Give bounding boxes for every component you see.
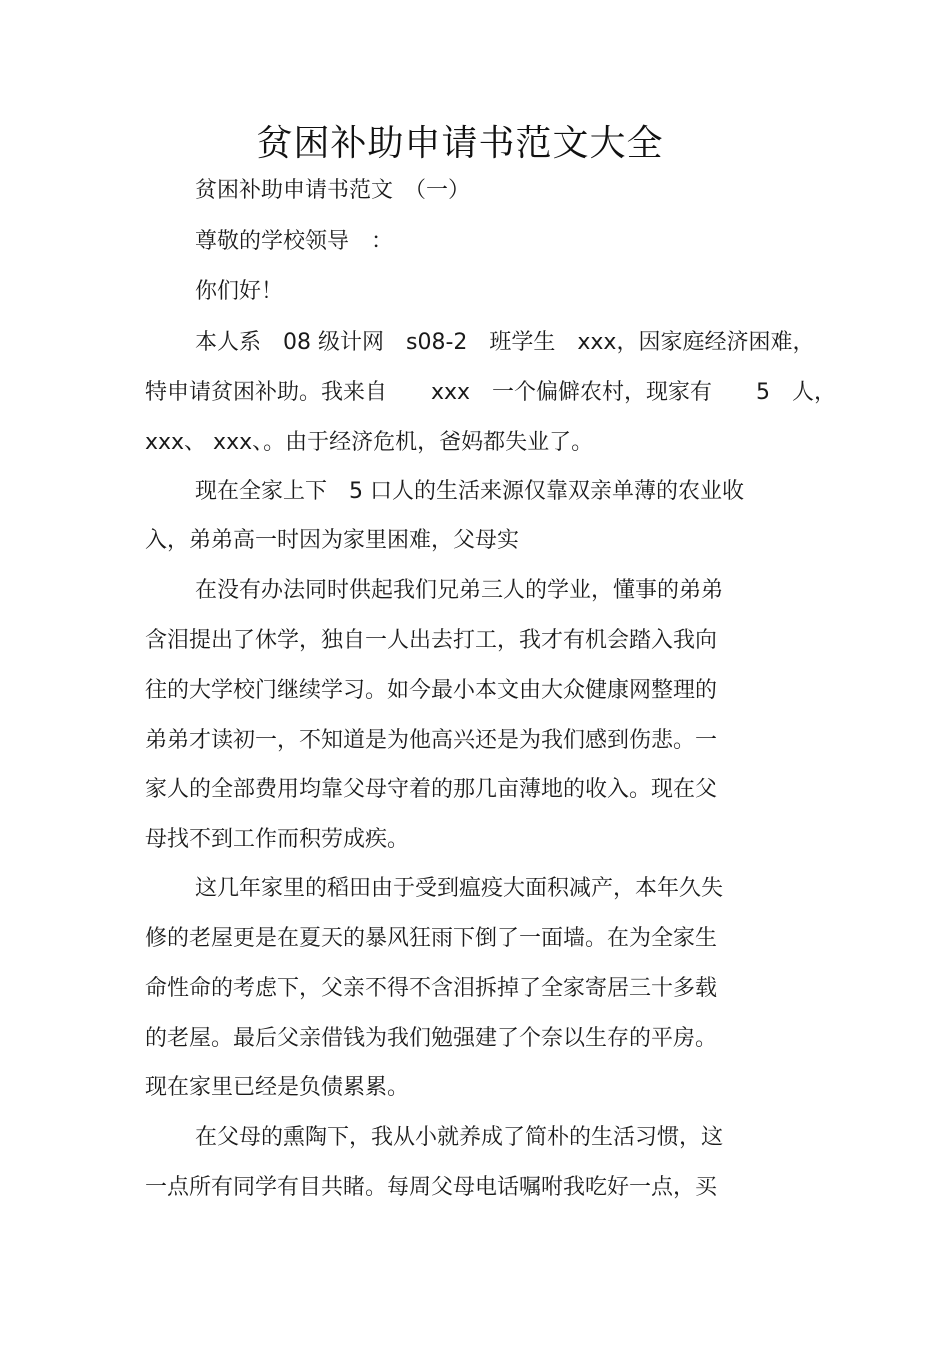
paragraph-line: 入，弟弟高一时因为家里困难，父母实 — [145, 528, 520, 553]
paragraph-line: 特申请贫困补助。我来自 xxx 一个偏僻农村，现家有 5 人， — [145, 380, 837, 405]
paragraph-line: 一点所有同学有目共睹。每周父母电话嘱咐我吃好一点，买 — [145, 1175, 718, 1200]
paragraph-line: 往的大学校门继续学习。如今最小本文由大众健康网整理的 — [145, 678, 718, 703]
paragraph-line: 母找不到工作而积劳成疾。 — [145, 827, 410, 852]
paragraph-line: 含泪提出了休学，独自一人出去打工，我才有机会踏入我向 — [145, 628, 718, 653]
paragraph-line: 本人系 08 级计网 s08-2 班学生 xxx，因家庭经济困难， — [195, 330, 815, 355]
greeting-line: 你们好！ — [195, 279, 284, 304]
paragraph-line: 现在家里已经是负债累累。 — [145, 1075, 410, 1100]
paragraph-line: 修的老屋更是在夏天的暴风狂雨下倒了一面墙。在为全家生 — [145, 926, 718, 951]
paragraph-line: 弟弟才读初一，不知道是为他高兴还是为我们感到伤悲。一 — [145, 728, 718, 753]
paragraph-line: 现在全家上下 5 口人的生活来源仅靠双亲单薄的农业收 — [195, 479, 744, 504]
paragraph-line: 在父母的熏陶下，我从小就养成了简朴的生活习惯，这 — [195, 1125, 724, 1150]
paragraph-line: 这几年家里的稻田由于受到瘟疫大面积减产，本年久失 — [195, 876, 724, 901]
salutation-line: 尊敬的学校领导 ： — [195, 229, 394, 254]
paragraph-line: 的老屋。最后父亲借钱为我们勉强建了个奈以生存的平房。 — [145, 1026, 718, 1051]
subtitle-line: 贫困补助申请书范文 （一） — [195, 178, 471, 203]
paragraph-line: 在没有办法同时供起我们兄弟三人的学业，懂事的弟弟 — [195, 578, 724, 603]
paragraph-line: 命性命的考虑下，父亲不得不含泪拆掉了全家寄居三十多载 — [145, 976, 718, 1001]
paragraph-line: xxx、 xxx、。由于经济危机，爸妈都失业了。 — [145, 430, 594, 455]
document-title: 贫困补助申请书范文大全 — [256, 123, 664, 164]
paragraph-line: 家人的全部费用均靠父母守着的那几亩薄地的收入。现在父 — [145, 777, 718, 802]
